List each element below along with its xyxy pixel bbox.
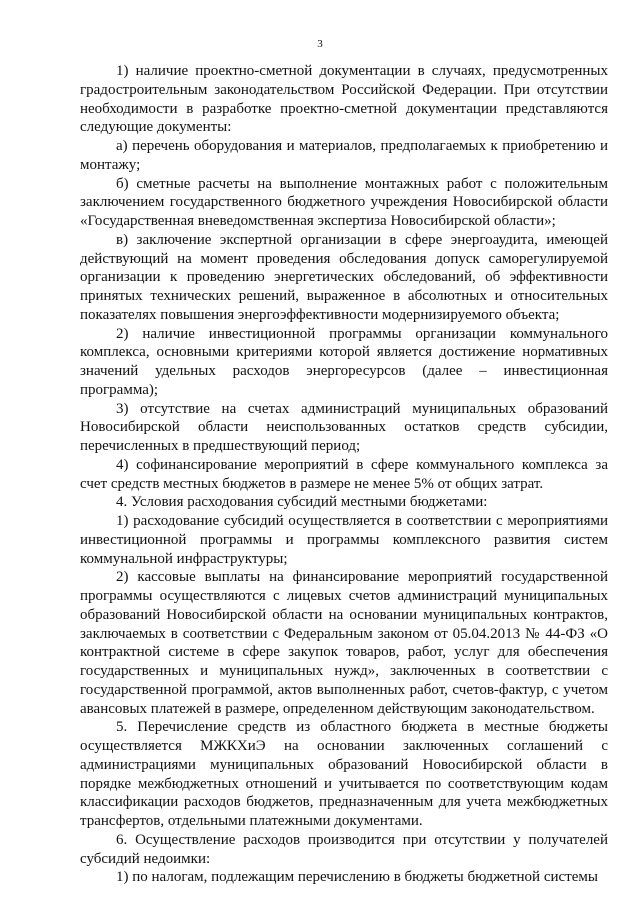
paragraph-section-6-arrears: 6. Осуществление расходов производится при отсутствии у получателей субсидий недоимки:: [80, 831, 608, 867]
page-number: 3: [317, 38, 323, 50]
paragraph-no-unused-balances: 3) отсутствие на счетах администраций муниципальных образований Новосибирской области неиспользованных остатков средств субсидии, перечисленных в предшествующий период;: [80, 400, 608, 454]
paragraph-subsidy-use: 1) расходование субсидий осуществляется в соответствии с мероприятиями инвестиционной программы и программы комплексного развития систем коммунальной инфраструктуры;: [80, 513, 608, 567]
document-body: [80, 62, 608, 887]
paragraph-cash-payments: 2) кассовые выплаты на финансирование мероприятий государственной программы осуществляются с лицевых счетов администраций муниципальных образований Новосибирской области на основании муниципальных контрактов, заключаемых в соответствии с Федеральным законом от 05.04.2013 № 44-ФЗ «О контрактной системе в сфере закупок товаров, работ, услуг для обеспечения государственных и муниципальных нужд», заключенных в соответствии с государственной программой, актов выполненных работ, счетов-фактур, с учетом авансовых платежей в размере, определенном действующим законодательством.: [80, 569, 608, 717]
paragraph-investment-program: 2) наличие инвестиционной программы организации коммунального комплекса, основными критериями которой является достижение нормативных значений удельных расходов энергоресурсов (далее – инвестиционная программа);: [80, 325, 608, 398]
paragraph-section-4-heading: 4. Условия расходования субсидий местными бюджетами:: [116, 494, 488, 511]
paragraph-estimates: б) сметные расчеты на выполнение монтажных работ с положительным заключением государственного бюджетного учреждения Новосибирской области «Государственная вневедомственная экспертиза Новосибирской области»;: [80, 175, 608, 229]
paragraph-energy-audit: в) заключение экспертной организации в сфере энергоаудита, имеющей действующий на момент проведения обследования допуск саморегулируемой организации к проведению энергетических обследований, об эффективности принятых технических решений, выраженное в абсолютных и относительных показателях повышения энергоэффективности модернизируемого объекта;: [80, 231, 608, 323]
paragraph-project-documentation: 1) наличие проектно-сметной документации в случаях, предусмотренных градостроительным законодательством Российской Федерации. При отсутствии необходимости в разработке проектно-сметной документации представляются следующие документы:: [80, 63, 608, 136]
paragraph-cofinancing: 4) софинансирование мероприятий в сфере коммунального комплекса за счет средств местных бюджетов в размере не менее 5% от общих затрат.: [80, 456, 608, 492]
paragraph-section-5-transfer: 5. Перечисление средств из областного бюджета в местные бюджеты осуществляется МЖКХиЭ на основании заключенных соглашений с администрациями муниципальных образований Новосибирской области в порядке межбюджетных отношений и учитывается по соответствующим кодам классификации расходов бюджетов, предназначенным для учета межбюджетных трансфертов, отдельными платежными документами.: [80, 719, 608, 829]
paragraph-equipment-list: а) перечень оборудования и материалов, предполагаемых к приобретению и монтажу;: [80, 138, 608, 173]
paragraph-taxes: 1) по налогам, подлежащим перечислению в бюджеты бюджетной системы: [116, 869, 598, 886]
